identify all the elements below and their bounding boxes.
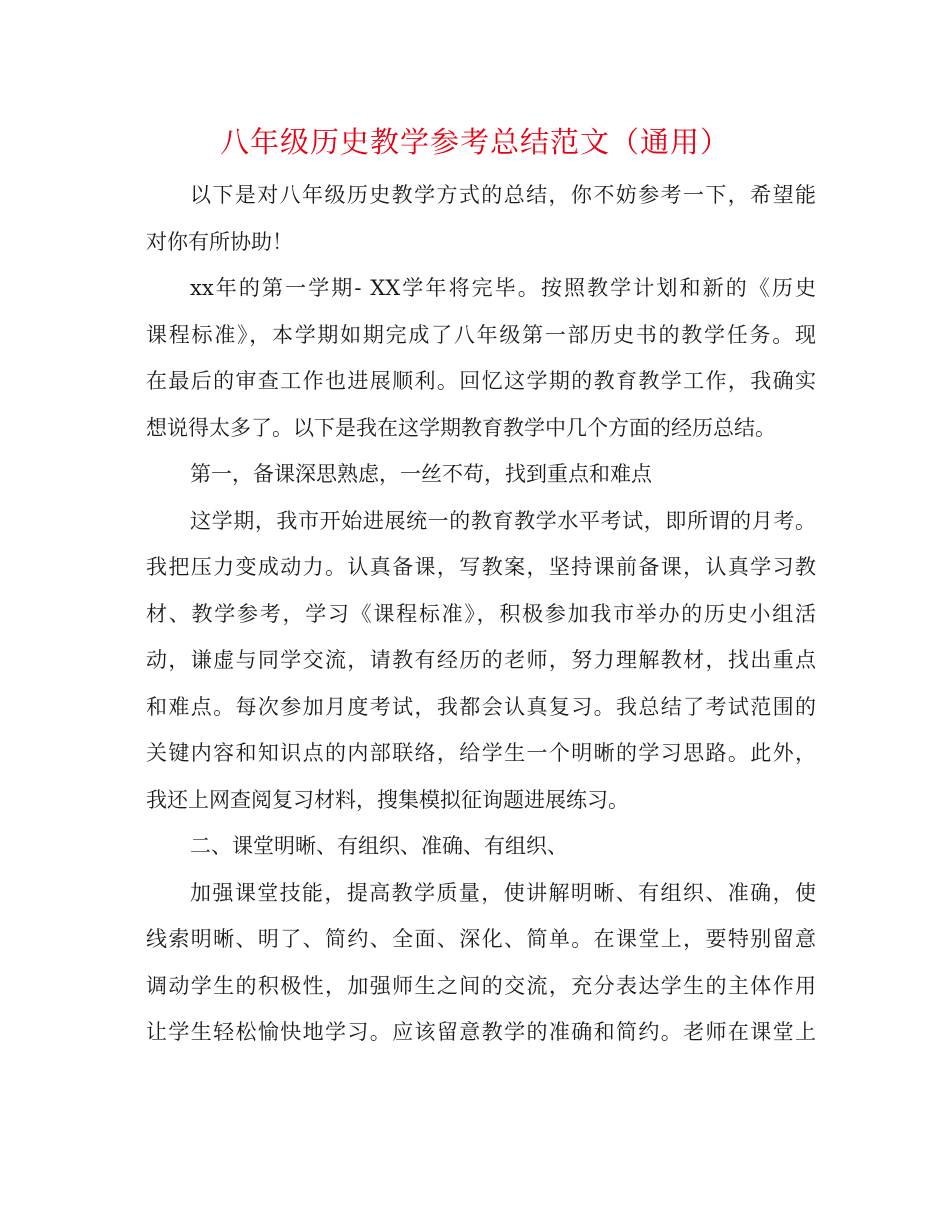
text-line: 我还上网查阅复习材料，搜集模拟征询题进展练习。 — [146, 787, 629, 812]
text-line: 动，谦虚与同学交流，请教有经历的老师，努力理解教材，找出重点 — [146, 648, 816, 672]
text-line: 在最后的审查工作也进展顺利。回忆这学期的教育教学工作，我确实 — [146, 369, 816, 393]
text-line: 想说得太多了。以下是我在这学期教育教学中几个方面的经历总结。 — [146, 415, 776, 440]
text-line: 调动学生的积极性，加强师生之间的交流，充分表达学生的主体作用 — [146, 973, 816, 998]
text-line: 课程标准》，本学期如期完成了八年级第一部历史书的教学任务。现 — [146, 322, 816, 347]
text-line: 这学期，我市开始进展统一的教育教学水平考试，即所谓的月考。 — [190, 508, 816, 533]
text-line: 线索明晰、明了、简约、全面、深化、简单。在课堂上，要特别留意 — [146, 927, 816, 951]
document-title: 八年级历史教学参考总结范文（通用） — [219, 125, 730, 159]
text-line: 我把压力变成动力。认真备课，写教案，坚持课前备课，认真学习教 — [146, 555, 816, 579]
text-line: 和难点。每次参加月度考试，我都会认真复习。我总结了考试范围的 — [146, 694, 816, 719]
document-body — [146, 172, 816, 1056]
text-line: xx年的第一学期- XX学年将完毕。按照教学计划和新的《历史 — [190, 276, 816, 300]
text-line: 加强课堂技能，提高教学质量，使讲解明晰、有组织、准确，使 — [190, 880, 816, 905]
text-line: 第一，备课深思熟虑，一丝不苟，找到重点和难点 — [190, 462, 652, 486]
text-line: 以下是对八年级历史教学方式的总结，你不妨参考一下，希望能 — [190, 183, 816, 207]
text-line: 对你有所协助！ — [146, 229, 293, 254]
text-line: 让学生轻松愉快地学习。应该留意教学的准确和简约。老师在课堂上 — [146, 1020, 816, 1044]
text-line: 材、教学参考，学习《课程标准》，积极参加我市举办的历史小组活 — [146, 601, 816, 626]
text-line: 二、课堂明晰、有组织、准确、有组织、 — [190, 834, 568, 858]
text-line: 关键内容和知识点的内部联络，给学生一个明晰的学习思路。此外， — [146, 741, 816, 765]
